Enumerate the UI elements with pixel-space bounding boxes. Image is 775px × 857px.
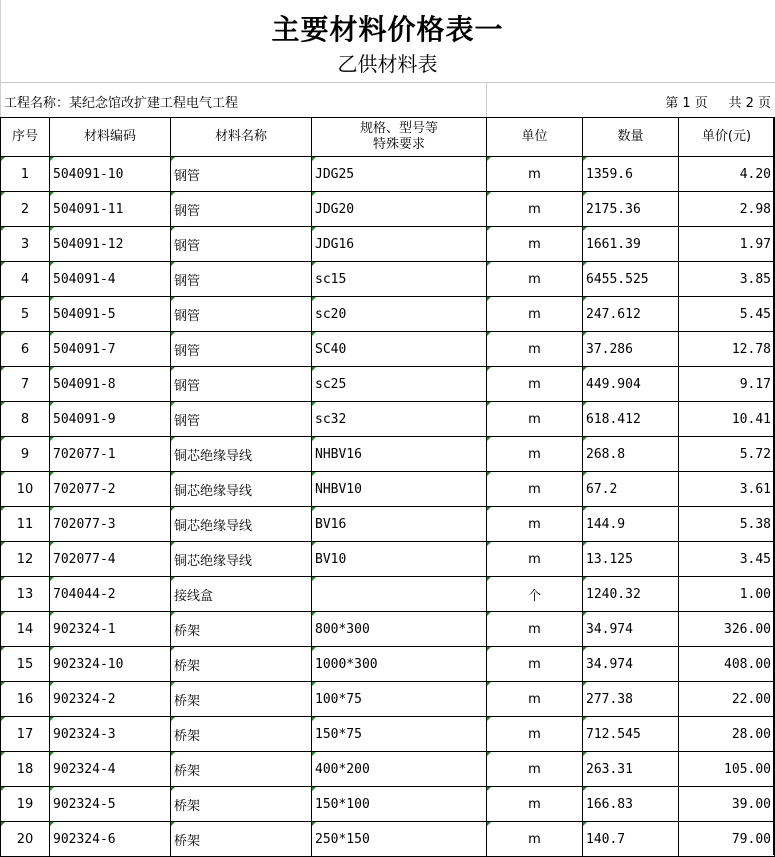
header-code[interactable]: 材料编码 (50, 118, 171, 157)
cell-unit[interactable]: m (487, 157, 583, 192)
table-row (1, 717, 775, 752)
cell-spec[interactable]: sc25 (312, 367, 487, 402)
cell-name[interactable]: 铜芯绝缘导线 (171, 507, 312, 542)
cell-unit[interactable]: m (487, 437, 583, 472)
cell-name[interactable]: 钢管 (171, 192, 312, 227)
cell-unit[interactable]: m (487, 297, 583, 332)
cell-unit[interactable]: m (487, 717, 583, 752)
cell-code[interactable]: 504091-5 (50, 297, 171, 332)
cell-unit[interactable]: m (487, 752, 583, 787)
cell-code[interactable]: 504091-12 (50, 227, 171, 262)
cell-no[interactable]: 4 (1, 262, 50, 297)
cell-price[interactable]: 105.00 (679, 752, 775, 787)
cell-unit[interactable]: m (487, 192, 583, 227)
cell-no[interactable]: 18 (1, 752, 50, 787)
cell-code[interactable]: 702077-3 (50, 507, 171, 542)
cell-no[interactable]: 14 (1, 612, 50, 647)
cell-no[interactable]: 19 (1, 787, 50, 822)
cell-code[interactable]: 704044-2 (50, 577, 171, 612)
cell-spec[interactable] (312, 577, 487, 612)
cell-name[interactable]: 桥架 (171, 752, 312, 787)
cell-code[interactable]: 902324-10 (50, 647, 171, 682)
cell-name[interactable]: 桥架 (171, 682, 312, 717)
table-row (1, 682, 775, 717)
header-spec-line2: 特殊要求 (372, 137, 425, 152)
cell-price[interactable]: 1.97 (679, 227, 775, 262)
cell-name[interactable]: 桥架 (171, 612, 312, 647)
cell-price[interactable]: 326.00 (679, 612, 775, 647)
table-header-row (1, 118, 775, 157)
cell-no[interactable]: 2 (1, 192, 50, 227)
cell-unit[interactable]: m (487, 367, 583, 402)
table-row (1, 192, 775, 227)
cell-price[interactable]: 3.45 (679, 542, 775, 577)
cell-qty[interactable]: 13.125 (583, 542, 679, 577)
cell-price[interactable]: 39.00 (679, 787, 775, 822)
cell-unit[interactable]: m (487, 822, 583, 857)
table-row (1, 507, 775, 542)
cell-qty[interactable]: 247.612 (583, 297, 679, 332)
project-name: 工程名称：某纪念馆改扩建工程电气工程 (4, 96, 239, 111)
cell-code[interactable]: 504091-11 (50, 192, 171, 227)
cell-no[interactable]: 3 (1, 227, 50, 262)
cell-code[interactable]: 702077-4 (50, 542, 171, 577)
cell-spec[interactable]: 150*75 (312, 717, 487, 752)
cell-no[interactable]: 6 (1, 332, 50, 367)
cell-name[interactable]: 钢管 (171, 157, 312, 192)
table-row (1, 577, 775, 612)
cell-name[interactable]: 接线盒 (171, 577, 312, 612)
cell-name[interactable]: 铜芯绝缘导线 (171, 542, 312, 577)
cell-qty[interactable]: 140.7 (583, 822, 679, 857)
cell-no[interactable]: 16 (1, 682, 50, 717)
cell-code[interactable]: 902324-5 (50, 787, 171, 822)
cell-no[interactable]: 17 (1, 717, 50, 752)
cell-name[interactable]: 铜芯绝缘导线 (171, 472, 312, 507)
table-row (1, 542, 775, 577)
cell-no[interactable]: 10 (1, 472, 50, 507)
header-no[interactable]: 序号 (1, 118, 50, 157)
cell-price[interactable]: 79.00 (679, 822, 775, 857)
info-row (0, 82, 775, 117)
cell-qty[interactable]: 268.8 (583, 437, 679, 472)
cell-spec[interactable]: 100*75 (312, 682, 487, 717)
cell-no[interactable]: 1 (1, 157, 50, 192)
cell-unit[interactable]: 个 (487, 577, 583, 612)
cell-price[interactable]: 12.78 (679, 332, 775, 367)
header-spec-line1: 规格、型号等 (359, 121, 438, 136)
materials-table (0, 117, 775, 857)
cell-qty[interactable]: 67.2 (583, 472, 679, 507)
cell-code[interactable]: 702077-1 (50, 437, 171, 472)
table-row (1, 402, 775, 437)
cell-spec[interactable]: JDG16 (312, 227, 487, 262)
cell-no[interactable]: 15 (1, 647, 50, 682)
cell-price[interactable]: 9.17 (679, 367, 775, 402)
page-subtitle: 乙供材料表 (337, 52, 438, 76)
cell-code[interactable]: 902324-6 (50, 822, 171, 857)
cell-name[interactable]: 铜芯绝缘导线 (171, 437, 312, 472)
cell-name[interactable]: 钢管 (171, 297, 312, 332)
table-row (1, 332, 775, 367)
cell-name[interactable]: 桥架 (171, 717, 312, 752)
table-row (1, 157, 775, 192)
cell-spec[interactable]: sc15 (312, 262, 487, 297)
cell-qty[interactable]: 449.904 (583, 367, 679, 402)
header-price[interactable]: 单价(元) (679, 118, 775, 157)
cell-spec[interactable]: JDG20 (312, 192, 487, 227)
cell-code[interactable]: 504091-7 (50, 332, 171, 367)
cell-price[interactable]: 10.41 (679, 402, 775, 437)
header-spec[interactable] (312, 118, 487, 157)
cell-qty[interactable]: 2175.36 (583, 192, 679, 227)
cell-price[interactable]: 2.98 (679, 192, 775, 227)
table-row (1, 472, 775, 507)
header-name[interactable]: 材料名称 (171, 118, 312, 157)
table-row (1, 437, 775, 472)
cell-unit[interactable]: m (487, 542, 583, 577)
cell-qty[interactable]: 34.974 (583, 647, 679, 682)
header-qty[interactable]: 数量 (583, 118, 679, 157)
cell-unit[interactable]: m (487, 612, 583, 647)
table-row (1, 787, 775, 822)
header-unit[interactable]: 单位 (487, 118, 583, 157)
table-row (1, 227, 775, 262)
cell-no[interactable]: 8 (1, 402, 50, 437)
cell-no[interactable]: 9 (1, 437, 50, 472)
cell-price[interactable]: 22.00 (679, 682, 775, 717)
cell-unit[interactable]: m (487, 472, 583, 507)
table-row (1, 752, 775, 787)
cell-code[interactable]: 702077-2 (50, 472, 171, 507)
cell-unit[interactable]: m (487, 787, 583, 822)
cell-qty[interactable]: 618.412 (583, 402, 679, 437)
cell-spec[interactable]: NHBV10 (312, 472, 487, 507)
cell-code[interactable]: 902324-3 (50, 717, 171, 752)
cell-spec[interactable]: BV16 (312, 507, 487, 542)
cell-spec[interactable]: JDG25 (312, 157, 487, 192)
cell-code[interactable]: 902324-1 (50, 612, 171, 647)
cell-no[interactable]: 5 (1, 297, 50, 332)
cell-spec[interactable]: 250*150 (312, 822, 487, 857)
cell-name[interactable]: 钢管 (171, 367, 312, 402)
cell-no[interactable]: 11 (1, 507, 50, 542)
cell-qty[interactable]: 1240.32 (583, 577, 679, 612)
table-row (1, 367, 775, 402)
cell-qty[interactable]: 166.83 (583, 787, 679, 822)
cell-spec[interactable]: BV10 (312, 542, 487, 577)
cell-spec[interactable]: 150*100 (312, 787, 487, 822)
table-row (1, 822, 775, 857)
cell-code[interactable]: 504091-4 (50, 262, 171, 297)
cell-code[interactable]: 504091-9 (50, 402, 171, 437)
cell-spec[interactable]: sc32 (312, 402, 487, 437)
cell-code[interactable]: 504091-10 (50, 157, 171, 192)
cell-price[interactable]: 408.00 (679, 647, 775, 682)
cell-code[interactable]: 902324-4 (50, 752, 171, 787)
cell-spec[interactable]: 400*200 (312, 752, 487, 787)
cell-price[interactable]: 3.61 (679, 472, 775, 507)
cell-price[interactable]: 3.85 (679, 262, 775, 297)
cell-no[interactable]: 13 (1, 577, 50, 612)
cell-unit[interactable]: m (487, 262, 583, 297)
cell-qty[interactable]: 1661.39 (583, 227, 679, 262)
cell-divider (486, 83, 487, 117)
cell-name[interactable]: 桥架 (171, 822, 312, 857)
cell-qty[interactable]: 263.31 (583, 752, 679, 787)
page-info: 第 1 页 共 2 页 (665, 96, 771, 111)
cell-code[interactable]: 504091-8 (50, 367, 171, 402)
cell-name[interactable]: 钢管 (171, 332, 312, 367)
cell-name[interactable]: 桥架 (171, 787, 312, 822)
table-row (1, 612, 775, 647)
cell-spec[interactable]: 1000*300 (312, 647, 487, 682)
cell-qty[interactable]: 34.974 (583, 612, 679, 647)
cell-unit[interactable]: m (487, 507, 583, 542)
cell-no[interactable]: 7 (1, 367, 50, 402)
cell-price[interactable]: 4.20 (679, 157, 775, 192)
cell-price[interactable]: 1.00 (679, 577, 775, 612)
cell-name[interactable]: 钢管 (171, 227, 312, 262)
cell-qty[interactable]: 6455.525 (583, 262, 679, 297)
table-row (1, 262, 775, 297)
cell-name[interactable]: 钢管 (171, 262, 312, 297)
cell-qty[interactable]: 37.286 (583, 332, 679, 367)
cell-name[interactable]: 钢管 (171, 402, 312, 437)
cell-unit[interactable]: m (487, 227, 583, 262)
cell-unit[interactable]: m (487, 682, 583, 717)
cell-price[interactable]: 5.72 (679, 437, 775, 472)
cell-qty[interactable]: 1359.6 (583, 157, 679, 192)
table-row (1, 647, 775, 682)
table-row (1, 297, 775, 332)
cell-qty[interactable]: 144.9 (583, 507, 679, 542)
cell-name[interactable]: 桥架 (171, 647, 312, 682)
cell-unit[interactable]: m (487, 332, 583, 367)
cell-spec[interactable]: sc20 (312, 297, 487, 332)
cell-price[interactable]: 5.38 (679, 507, 775, 542)
cell-qty[interactable]: 277.38 (583, 682, 679, 717)
cell-code[interactable]: 902324-2 (50, 682, 171, 717)
page-title: 主要材料价格表一 (271, 13, 504, 46)
cell-price[interactable]: 5.45 (679, 297, 775, 332)
cell-no[interactable]: 12 (1, 542, 50, 577)
cell-spec[interactable]: NHBV16 (312, 437, 487, 472)
cell-spec[interactable]: SC40 (312, 332, 487, 367)
cell-unit[interactable]: m (487, 647, 583, 682)
cell-spec[interactable]: 800*300 (312, 612, 487, 647)
cell-price[interactable]: 28.00 (679, 717, 775, 752)
cell-unit[interactable]: m (487, 402, 583, 437)
cell-qty[interactable]: 712.545 (583, 717, 679, 752)
cell-no[interactable]: 20 (1, 822, 50, 857)
